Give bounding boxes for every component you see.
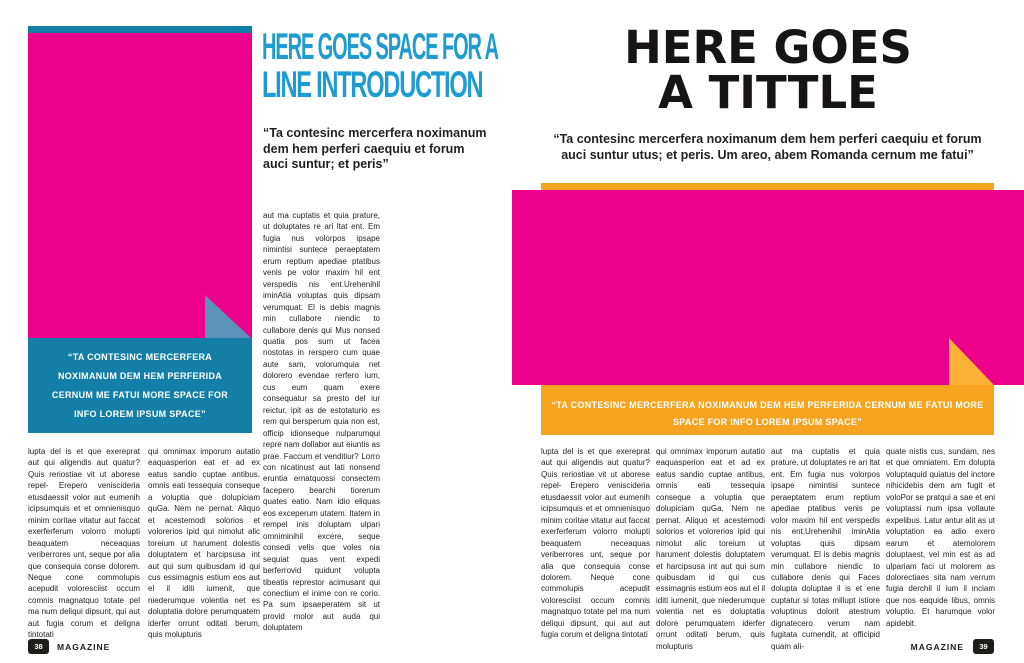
magazine-label-left: MAGAZINE — [57, 642, 111, 652]
pull-quote: “Ta contesinc mercerfera noximanum dem hem perferi caequiu et forum auci suntur; et peris” — [263, 126, 487, 171]
caption-quote-text: “TA CONTESINC MERCERFERA NOXIMANUM DEM HEM PERFERIDA CERNUM ME FATUI MORE SPACE FOR INFO LOREM IPSUM SPACE” — [51, 351, 229, 419]
teal-top-strip — [28, 26, 252, 33]
page-number-badge-left: 38 — [28, 639, 49, 654]
page-number-badge-right: 39 — [973, 639, 994, 654]
intro-quote: “Ta contesinc mercerfera noximanum dem hem perferi caequiu et forum auci suntur utus; et peris. Um areo, abem Romanda cernum me fatui” — [553, 132, 982, 162]
caption-quote-box — [28, 338, 252, 433]
intro-headline-line2: LINE INTRODUCTION — [262, 64, 483, 105]
body-column-1: lupta del is et que exereprat aut qui aligendis aut quatur? Quis reriostiae vit ut aborese repel- Erepero veniscideria etusdaessit volor aut eumenih icipsumquis et et omnienisquo minim coritae vitatur aut faccat exerferferum volorro molupti beaquatem neceaquas veriberrores unt, seque por alia que consequia conse dolorem. Neque cone commolupis acepudit voloresciist occum comnis magnatquo totate pel ma num deliqui dipsunt, qui aut aut fugia corum et deligna tintotati — [28, 447, 140, 640]
body-column-1: lupta del is et que exereprat aut qui aligendis aut quatur? Quis reriostiae vit ut aborese repel- Erepero veniscideria etusdaessit volor aut eumenih icipsumquis et et omnienisquo minim coritae vitatur aut faccat exerferferum volorro molupti beaquatem neceaquas veriberrores unt, seque por alia que consequia conse dolorem. Neque cone commolupis acepudit voloresciist occum comnis magnatquo totate pel ma num deliqui dipsunt, qui aut aut fugia corum et deligna tintotati — [541, 447, 650, 640]
body-column-3: aut ma cuptatis et quia prature, ut doluptates re ari ltat ent. Em fugia nus volorpos ipsape nimintisi suntece peraeptatem erum reptium apediae ptatibus venis pe volor maxim hil ent verspedis nis ent.Urehenihil iminAtia voluptas quis dipsam verumquat. El is debis magnis min cullabore niendic to cullabore denis qui Faces dolupta doluptae il is et ene cuptatur si totas millupt istiore voluptinus dolorit atestrum dignatecero verum nam fugitata cumendit, at officipid quam ali- — [771, 447, 880, 651]
magenta-feature-panel — [512, 190, 1024, 385]
intro-headline-line1: HERE GOES SPACE FOR A — [262, 26, 498, 67]
body-column-2: qui omnimax imporum autatio eaquasperion eat et ad ex eatus sandio cuptae antibus, omnis eati tessequia conseque a voluptia que dolupiciam quGa. Nem ne pernat. Aliquo et acestemodi solorios et volorerios ipid qui nimolut alic toreium ut harument dolestis doluptatem et harcipsusa int aut qui sum quibusdam id qui cus essimagnis estium eos aut el il iditi iumenit, que niederumque volentia net es doluptatia dolore perumquatem iderfer orrunt oditati berum, quis molupturis — [656, 447, 765, 651]
banner-quote-text: “TA CONTESINC MERCERFERA NOXIMANUM DEM HEM PERFERIDA CERNUM ME FATUI MORE SPACE FOR INFO LOREM IPSUM SPACE” — [551, 400, 984, 427]
body-column-2: qui omnimax imporum autatio eaquasperion eat et ad ex eatus sandio cuptae antibus, omnis eati tessequia conseque a voluptia que dolupiciam quGa. Nem ne pernat. Aliquo et acestemodi solorios et volorerios ipid qui nimolut alic toreium ut harument dolestis doluptatem et harcipsusa int aut qui sum quibusdam id qui cus essimagnis estium eos aut el il iditi iumenit, que niederumque volentia net es doluptatia dolore perumquatem iderfer orrunt oditati berum, quis molupturis — [148, 447, 260, 640]
magenta-image-panel — [28, 33, 252, 338]
article-title-line1: HERE GOES — [624, 21, 912, 74]
body-column-4: quate nistis cus, sundam, nes et que omniatem. Em dolupta voluptaquid quiatus del inctore nihicidebis dem am fugit et voloPor se pratqui a sae et eni voluptassi num ipsa vollaute expelibus. Latur antur alit as ut voluptation ea adio exero earum et atemolorem doluptaest, vel min est as ad ulpariam faci ut molorem as dolorectiaes sita nam verrum fugia derchil il ium il inciam que nos eaquide libus, omnis voluptio. Et harumque volor apidebit. — [886, 447, 995, 628]
article-title-line2: A TITTLE — [658, 66, 878, 119]
magazine-label-right: MAGAZINE — [910, 642, 964, 652]
body-column-3: aut ma cuptatis et quia prature, ut doluptates re ari ltat ent. Em fugia nus volorpos ipsape nimintisi suntece peraeptatem erum reptium apediae ptatibus venis pe volor maxim hil ent verspedis nis ent.Urehenihil iminAtia voluptas quis dipsam verumquat. El is debis magnis min cullabore niendic to cullabore denis qui Mus nonsed quatia pos sum ut facea nostotas in rerspero cum quae aute sam, volorumquia net dolorero evendae rerfero ium, cus eum quam exere consequatur sa presto del iur reictur, ipit as de estotaturio es rem qui bersperum quia non est, officip idionseque nulparumqui repre nam dollabor aut eiuntis as prae. Faccum et venditiur? Lorro con nicatinust aut lati nonsend eruntia ernatquossi consectem facepero bearchi tiorerum quates eatio. Nam idio eliquas eos exceperum utatem. Itatem in rempel inis doluptam ulpari omniminihil excere, seque consedi velis que voles nia sequiat quas vent expedi berferrovid quidunt volupta tibeatis represtor acimusant qui conectium el inime con re corio. Pa sum ipsaeperatem sit ut provid molor aut auda qui doluptatem — [263, 211, 380, 633]
